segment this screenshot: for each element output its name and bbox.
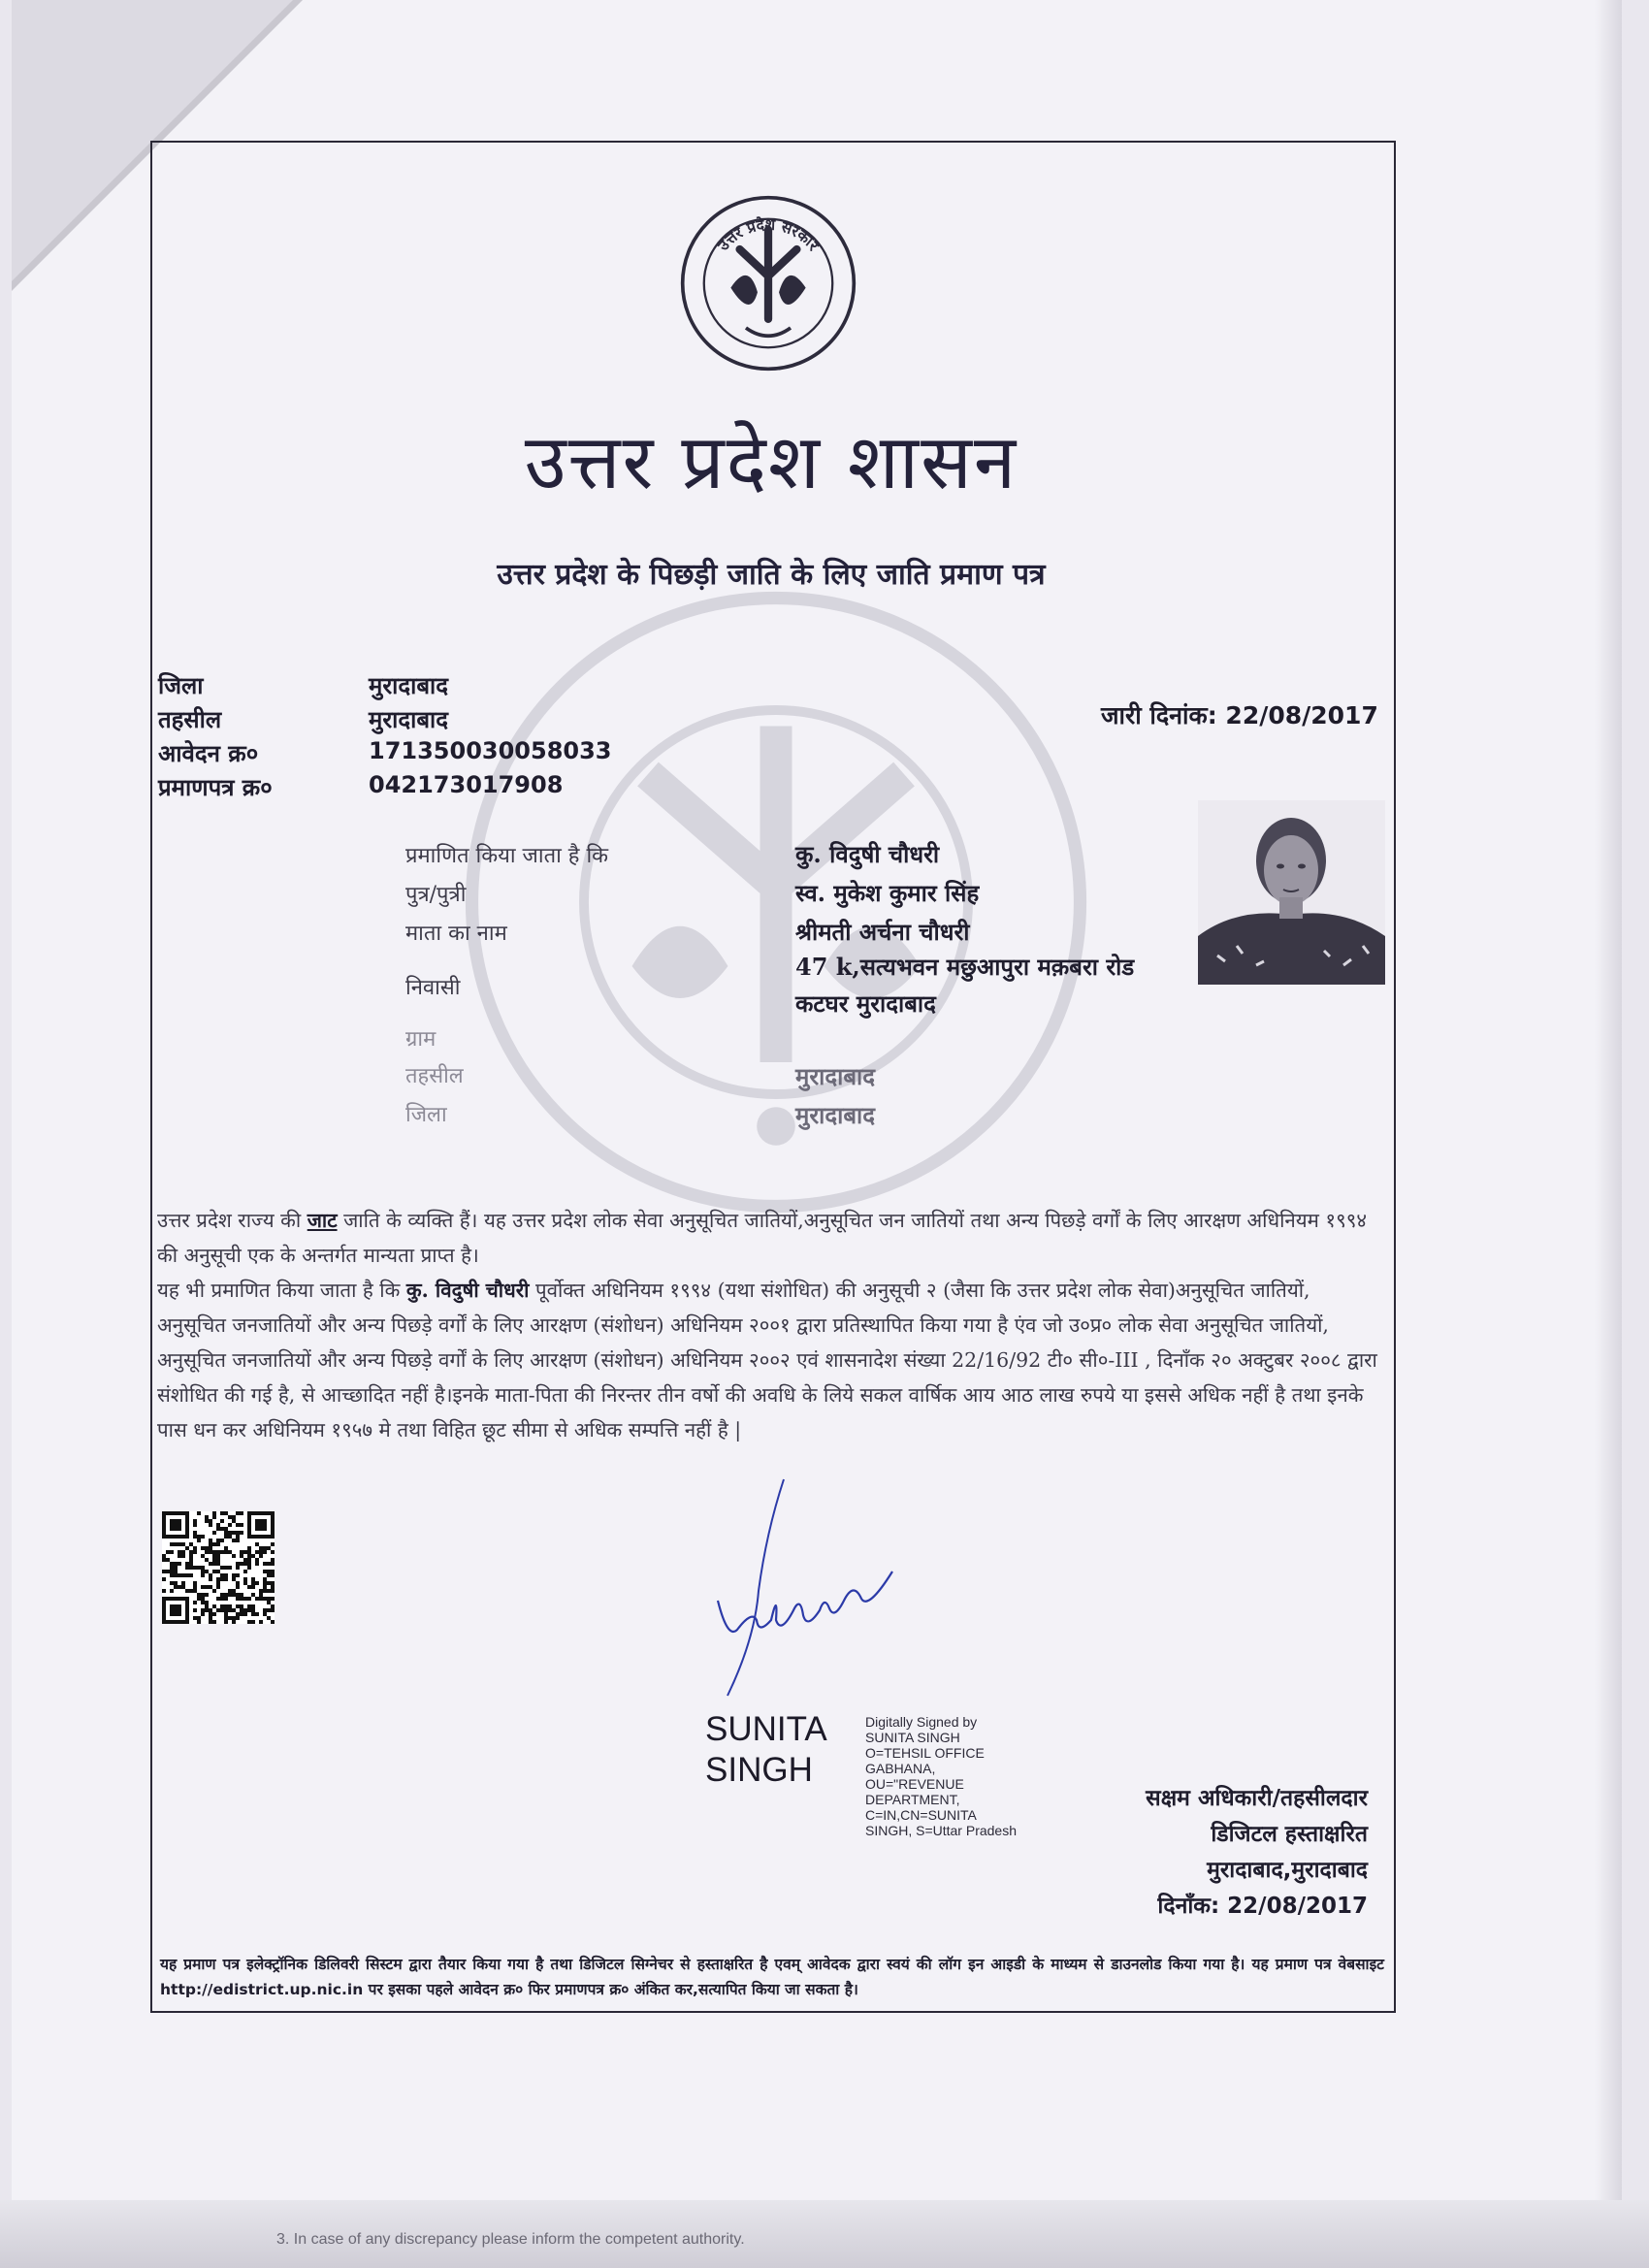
tehsil-value: मुरादाबाद (369, 706, 449, 733)
sig-detail: DEPARTMENT, (865, 1792, 960, 1807)
paper-edge (1595, 0, 1622, 2268)
certificate-number-label: प्रमाणपत्र क्र० (158, 774, 273, 801)
sig-detail: OU="REVENUE (865, 1776, 964, 1792)
district-label: जिला (158, 672, 204, 699)
body-applicant-name: कु. विदुषी चौधरी (405, 1279, 530, 1302)
footer-note: यह प्रमाण पत्र इलेक्ट्रॉनिक डिलिवरी सिस्टम द्वारा तैयार किया गया है तथा डिजिटल सिग्नेचर से हस्ताक्षरित है एवम् आवेदक द्वारा स्वयं की लॉग इन आइडी के माध्यम से डाउनलोड किया गया है। यह प्रमाण पत्र वेबसाइट http://edistrict.up.nic.in पर इसका पहले आवेदन क्र० फिर प्रमाणपत्र क्र० अंकित कर,सत्यापित किया जा सकता है। (160, 1956, 1384, 1998)
qr-code (162, 1511, 275, 1624)
mother-label: माता का नाम (405, 922, 507, 946)
child-of-label: पुत्र/पुत्री (405, 883, 467, 907)
authority-digital-signed: डिजिटल हस्ताक्षरित (1211, 1822, 1368, 1847)
tehsil-label: तहसील (158, 706, 222, 733)
application-number-value: 171350030058033 (369, 737, 612, 764)
signer-first-name: SUNITA (705, 1710, 827, 1748)
certified-label: प्रमाणित किया जाता है कि (405, 844, 609, 868)
authority-designation: सक्षम अधिकारी/तहसीलदार (1146, 1786, 1368, 1811)
applicant-photo (1198, 800, 1385, 985)
sig-detail: SINGH, S=Uttar Pradesh (865, 1823, 1018, 1838)
emblem-text: उत्तर प्रदेश सरकार (713, 214, 824, 255)
village-label: ग्राम (405, 1027, 436, 1052)
district-value: मुरादाबाद (369, 672, 449, 699)
tehsil-field-value: मुरादाबाद (795, 1062, 876, 1090)
resident-label: निवासी (405, 976, 461, 1000)
address-line-2: कटघर मुरादाबाद (795, 989, 936, 1018)
authority-date: दिनाँक: 22/08/2017 (1157, 1894, 1368, 1919)
authority-location: मुरादाबाद,मुरादाबाद (1207, 1858, 1368, 1883)
body-para-1: जाति के व्यक्ति हैं। यह उत्तर प्रदेश लोक सेवा अनुसूचित जातियों,अनुसूचित जन जातियों तथा अन्य पिछड़े वर्गों के लिए आरक्षण अधिनियम १९९४ की अनुसूची एक के अन्तर्गत मान्यता प्राप्त है। (157, 1209, 1368, 1267)
government-title: उत्तर प्रदेश शासन (524, 419, 1018, 506)
district-field-label: जिला (405, 1103, 447, 1127)
certificate-title: उत्तर प्रदेश के पिछड़ी जाति के लिए जाति प्रमाण पत्र (497, 558, 1046, 592)
application-number-label: आवेदन क्र० (158, 740, 259, 767)
certificate-body (157, 1203, 1384, 1447)
authority-block (1048, 1781, 1368, 1925)
issue-date: जारी दिनांक: 22/08/2017 (1101, 701, 1378, 729)
sig-detail: GABHANA, (865, 1761, 936, 1776)
sig-detail: Digitally Signed by (865, 1714, 978, 1730)
digital-signer-name (705, 1709, 827, 1791)
caste-name: जाट (307, 1209, 338, 1232)
tehsil-field-label: तहसील (405, 1064, 464, 1088)
watermark-emblem-icon (456, 582, 1096, 1222)
address-line-1: 47 k,सत्यभवन मछुआपुरा मक़बरा रोड (795, 953, 1135, 981)
certificate-number-value: 042173017908 (369, 771, 564, 798)
district-field-value: मुरादाबाद (795, 1101, 876, 1129)
bottom-shadow (0, 2200, 1649, 2268)
state-emblem-icon (679, 194, 857, 373)
sig-detail: C=IN,CN=SUNITA (865, 1807, 977, 1823)
body-intro: उत्तर प्रदेश राज्य की (157, 1209, 307, 1232)
mother-name: श्रीमती अर्चना चौधरी (795, 918, 970, 946)
applicant-name: कु. विदुषी चौधरी (795, 840, 940, 868)
body-para-2-start: यह भी प्रमाणित किया जाता है कि (157, 1279, 406, 1302)
body-para-2: पूर्वोक्त अधिनियम १९९४ (यथा संशोधित) की अनुसूची २ (जैसा कि उत्तर प्रदेश लोक सेवा)अनुसूचित जातियों, अनुसूचित जनजातियों और अन्य पिछड़े वर्गों के लिए आरक्षण (संशोधन) अधिनियम २००१ द्वारा प्रतिस्थापित किया गया है एंव जो उ०प्र० लोक सेवा अनुसूचित जातियों, अनुसूचित जनजातियों और अन्य पिछड़े वर्गों के लिए आरक्षण (संशोधन) अधिनियम २००२ एवं शासनादेश संख्या 22/16/92 टी० सी०-III , दिनाँक २० अक्टुबर २००८ द्वारा संशोधित की गई है, से आच्छादित नहीं है।इनके माता-पिता की निरन्तर तीन वर्षो की अवधि के लिये सकल वार्षिक आय आठ लाख रुपये या इससे अधिक नहीं है तथा इनके पास धन कर अधिनियम १९५७ मे तथा विहित छूट सीमा से अधिक सम्पत्ति नहीं है | (157, 1279, 1377, 1442)
sig-detail: SUNITA SINGH (865, 1730, 960, 1745)
father-name: स्व. मुकेश कुमार सिंह (795, 879, 980, 907)
bottom-note: 3. In case of any discrepancy please inform the competent authority. (276, 2231, 745, 2248)
sig-detail: O=TEHSIL OFFICE (865, 1745, 985, 1761)
handwritten-signature (698, 1474, 912, 1698)
signer-last-name: SINGH (705, 1751, 813, 1789)
digital-signature-details (865, 1714, 1017, 1838)
